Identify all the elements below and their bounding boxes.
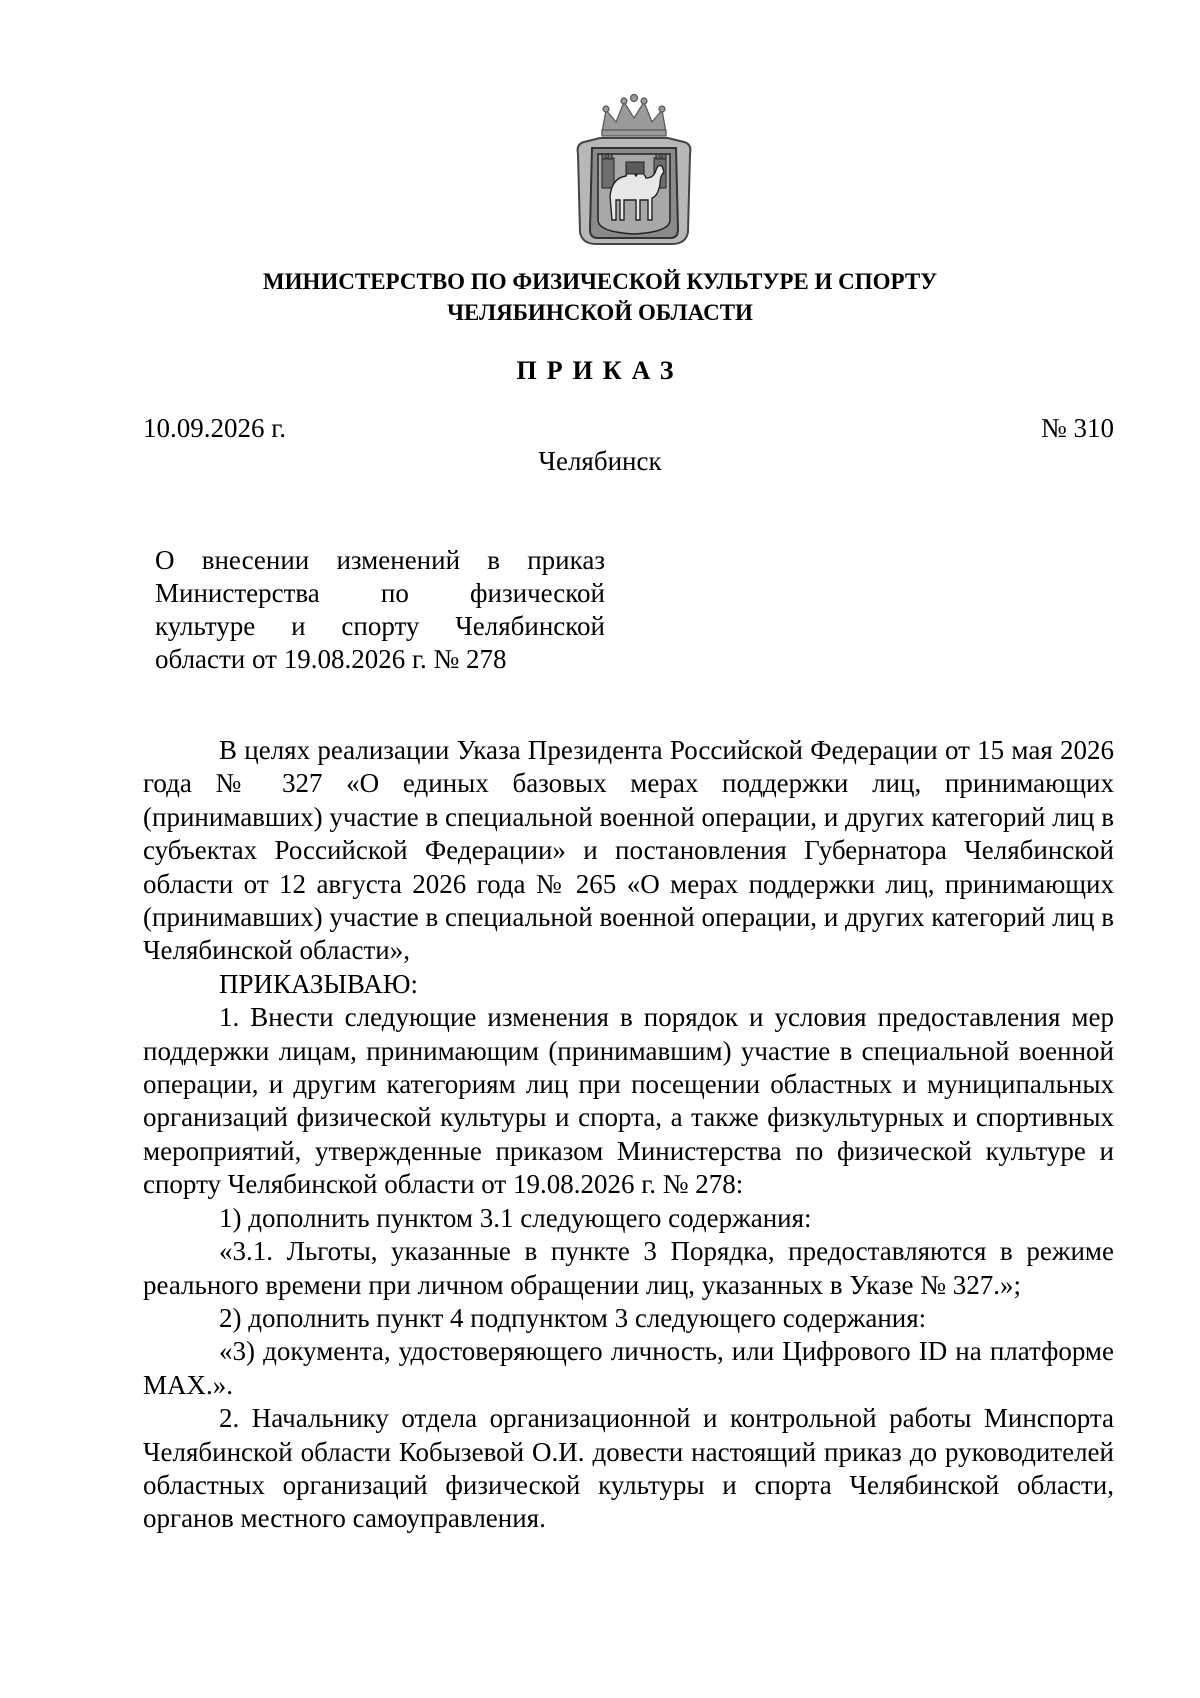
subitem-1-text: «3.1. Льготы, указанные в пункте 3 Порядка, предоставляются в режиме реального времени при личном обращении лиц, указанных в Указе № 327.»; <box>143 1236 1114 1300</box>
order-body <box>143 734 1114 1536</box>
order-subject <box>155 544 605 676</box>
item-1-paragraph: 1. Внести следующие изменения в порядок и условия предоставления мер поддержки лицам, принимающим (принимавшим) участие в специальной военной операции, и другим категориям лиц при посещении областных и муниципальных организаций физической культуры и спорта, а также физкультурных и спортивных мероприятий, утвержденные приказом Министерства по физической культуре и спорту Челябинской области от 19.08.2026 г. № 278: <box>143 1002 1114 1200</box>
preamble-paragraph: В целях реализации Указа Президента Российской Федерации от 15 мая 2026 года № 327 «О единых базовых мерах поддержки лиц, принимающих (принимавших) участие в специальной военной операции, и других категорий лиц в субъектах Российской Федерации» и постановления Губернатора Челябинской области от 12 августа 2026 года № 265 «О мерах поддержки лиц, принимающих (принимавших) участие в специальной военной операции, и других категорий лиц в Челябинской области», <box>143 735 1114 966</box>
item-2-paragraph: 2. Начальнику отдела организационной и контрольной работы Минспорта Челябинской области Кобызевой О.И. довести настоящий приказ до руководителей областных организаций физической культуры и спорта Челябинской области, органов местного самоуправления. <box>143 1403 1114 1534</box>
coat-of-arms-icon <box>572 92 696 252</box>
subitem-2-paragraph: 2) дополнить пункт 4 подпунктом 3 следующего содержания: <box>219 1302 927 1333</box>
subitem-2-text: «3) документа, удостоверяющего личность, или Цифрового ID на платформе MAX.». <box>143 1336 1114 1400</box>
order-subject-line2: Министерства по физической <box>155 578 605 608</box>
subitem-1-paragraph: 1) дополнить пунктом 3.1 следующего содержания: <box>219 1202 812 1233</box>
order-word: ПРИКАЗЫВАЮ: <box>219 968 418 999</box>
ministry-name-line2: ЧЕЛЯБИНСКОЙ ОБЛАСТИ <box>447 300 753 325</box>
order-subject-line1: О внесении изменений в приказ <box>155 545 605 575</box>
ministry-name-line1: МИНИСТЕРСТВО ПО ФИЗИЧЕСКОЙ КУЛЬТУРЕ И СПОРТУ <box>262 269 938 294</box>
document-type-title: ПРИКАЗ <box>516 356 684 385</box>
order-city: Челябинск <box>538 446 662 476</box>
ministry-name <box>0 266 1200 328</box>
order-subject-line3: культуре и спорту Челябинской <box>155 611 605 641</box>
order-date: 10.09.2026 г. <box>143 413 287 443</box>
order-number: № 310 <box>1040 413 1114 443</box>
order-subject-line4: области от 19.08.2026 г. № 278 <box>155 644 507 674</box>
